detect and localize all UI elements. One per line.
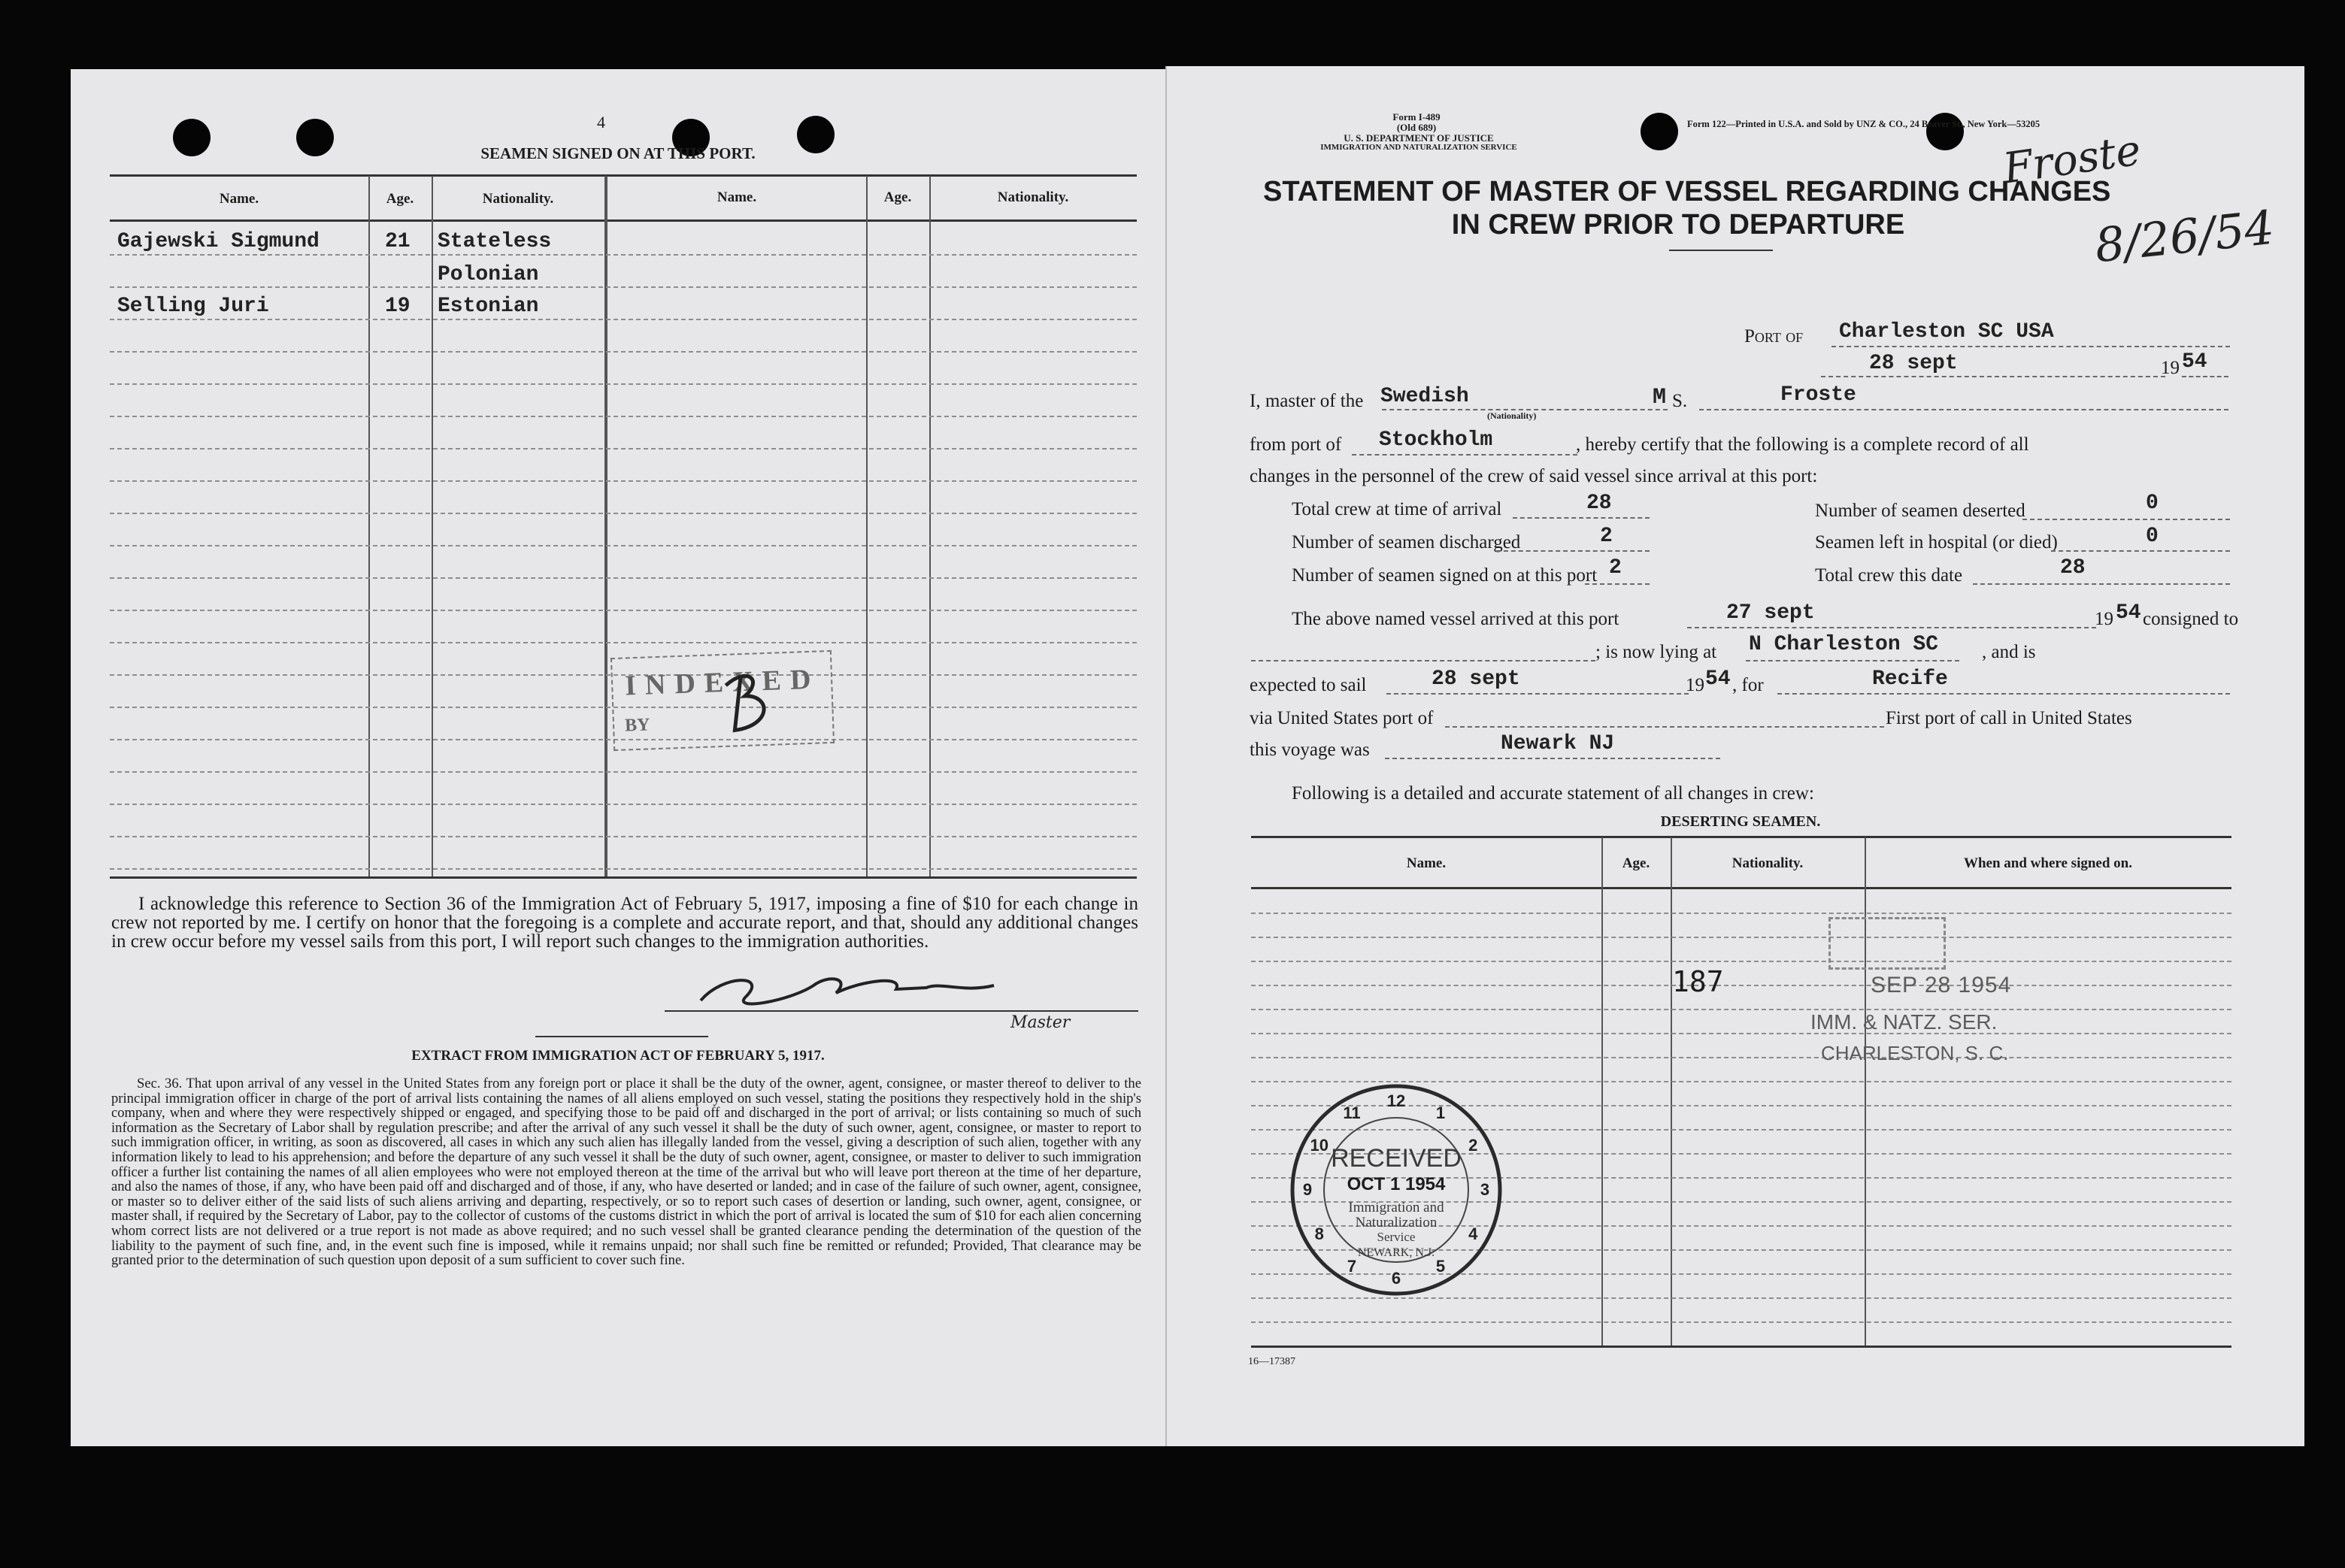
initials-mark xyxy=(710,661,787,738)
page-number: 4 xyxy=(597,113,605,132)
handwritten-date: 8/26/54 xyxy=(2092,199,2277,274)
voyage-label: this voyage was xyxy=(1250,740,1370,760)
printer-note: Form 122—Printed in U.S.A. and Sold by UNZ & CO., 24 Beaver St., New York—53205 xyxy=(1687,119,2041,129)
lying-line xyxy=(1746,660,1959,661)
port-label: Port of xyxy=(1744,326,1804,347)
dial-number: 12 xyxy=(1386,1091,1406,1110)
row-rule xyxy=(1251,1321,2231,1323)
row-rule xyxy=(110,286,1137,288)
lying-value: N Charleston SC xyxy=(1749,633,1939,656)
dial-number: 2 xyxy=(1468,1136,1478,1155)
total-crew-arrival: 28 xyxy=(1586,492,1612,515)
vessel-prefix: M xyxy=(1653,385,1667,410)
stamped-number: 187 xyxy=(1672,965,1724,998)
received-agency-1: Immigration and xyxy=(1348,1200,1444,1215)
row-rule xyxy=(1251,1033,2231,1034)
footer-code: 16—17387 xyxy=(1248,1356,1295,1367)
lying-label: ; is now lying at xyxy=(1595,642,1717,662)
stamp-office-2: CHARLESTON, S. C. xyxy=(1821,1042,2009,1064)
count-line xyxy=(2022,519,2230,520)
row-rule xyxy=(110,319,1137,320)
right-page xyxy=(1165,66,2304,1446)
col-header-name: Name. xyxy=(219,191,259,207)
row-rule xyxy=(110,416,1137,417)
certify-text: , hereby certify that the following is a complete record of all xyxy=(1576,434,2029,455)
dial-number: 9 xyxy=(1302,1180,1313,1199)
received-date: OCT 1 1954 xyxy=(1347,1174,1446,1194)
via-label: via United States port of xyxy=(1250,708,1434,728)
total-crew-arrival-label: Total crew at time of arrival xyxy=(1292,499,1502,519)
from-port-value: Stockholm xyxy=(1379,428,1493,452)
divider-rule xyxy=(535,1036,708,1037)
deserted-count: 0 xyxy=(2146,492,2159,515)
row-rule xyxy=(110,448,1137,450)
dial-number: 8 xyxy=(1314,1224,1324,1243)
handwritten-ship-name: Froste xyxy=(2000,126,2144,194)
arrival-date-line xyxy=(1687,627,2096,628)
hospital-count: 0 xyxy=(2146,525,2159,548)
vessel-line xyxy=(1699,409,2228,410)
signed-on-count: 2 xyxy=(1609,556,1622,580)
signed-on-label: Number of seamen signed on at this port xyxy=(1292,565,1598,586)
col-header-age: Age. xyxy=(386,191,414,207)
expected-year-prefix: 19 xyxy=(1686,675,1704,695)
row-rule xyxy=(1251,1009,2231,1010)
expected-year: 54 xyxy=(1705,667,1731,691)
table-top-rule xyxy=(1251,836,2231,838)
extract-title: EXTRACT FROM IMMIGRATION ACT OF FEBRUARY 5, 1917. xyxy=(411,1048,825,1064)
date-line xyxy=(1821,376,2165,377)
expected-date-line xyxy=(1386,693,1689,695)
nationality-caption: (Nationality) xyxy=(1487,410,1537,421)
destination-line xyxy=(1777,693,2230,695)
master-label: I, master of the xyxy=(1250,391,1364,411)
arrived-year-prefix: 19 xyxy=(2095,609,2113,629)
stamp-frame xyxy=(1828,917,1946,970)
table-bottom-rule xyxy=(1251,1346,2231,1348)
changes-text: changes in the personnel of the crew of said vessel since arrival at this port: xyxy=(1250,466,1818,486)
extract-text: Sec. 36. That upon arrival of any vessel in the United States from any foreign port or place it shall be the duty of the owner, agent, consignee, or master thereof to deliver to the principal immigration officer in charge of the port of arrival lists containing the names of all aliens employed on such vessel, stating the positions they respectively hold in the ship's company, when and where they were respectively shipped or engaged, and specifying those to be paid off and discharged in the port of arrival; or lists containing so much of such information as the Secretary of Labor shall by regulation prescribe; and after the arrival of any such vessel it shall be the duty of such owner, agent, consignee, or master to report to such immigration officer, in writing, as soon as discovered, all cases in which any such alien has illegally landed from the vessel, giving a description of such alien, together with any information likely to lead to his apprehension; and before the departure of any such vessel it shall be the duty of such owner, agent, consignee, or master to deliver to such immigration officer a further list containing the names of all alien employees who were not employed thereon at the time of the arrival but who will leave port thereon at the time of her departure, and also the names of those, if any, who have been paid off and discharged and of those, if any, who have deserted or landed; and in case of the failure of such owner, agent, consignee, or master so to deliver either of the said lists of such aliens arriving and departing, respectively, or so to report such cases of desertion or landing, such owner, agent, consignee, or master shall, if required by the Secretary of Labor, pay to the collector of customs of the customs district in which the port of arrival is located the sum of $10 for each alien concerning whom correct lists are not delivered or a true report is not made as above required; and no such vessel shall be granted clearance pending the determination of the question of the liability to the payment of such fine, and, in the event such fine is imposed, while it remains unpaid; nor shall such fine be remitted or refunded; Provided, That clearance may be granted prior to the determination of such question upon deposit of a sum sufficient to cover such fine. xyxy=(111,1076,1141,1269)
consigned-line xyxy=(1251,660,1595,661)
old-form-number: (Old 689) xyxy=(1396,122,1437,133)
for-label: , for xyxy=(1732,675,1764,695)
deserting-title: DESERTING SEAMEN. xyxy=(1660,813,1821,830)
total-crew-date: 28 xyxy=(2060,556,2086,580)
dial-number: 3 xyxy=(1480,1180,1490,1199)
row-rule xyxy=(110,513,1137,514)
row-rule xyxy=(110,480,1137,482)
table-bottom-rule xyxy=(110,876,1137,879)
row-rule xyxy=(110,545,1137,546)
expected-date: 28 sept xyxy=(1432,667,1520,691)
col-header-nationality: Nationality. xyxy=(482,191,554,207)
via-line xyxy=(1445,726,1884,728)
discharged-count: 2 xyxy=(1600,525,1613,548)
left-page xyxy=(71,69,1165,1446)
destination: Recife xyxy=(1872,667,1948,691)
crew-nationality: Estonian xyxy=(438,295,539,318)
row-rule xyxy=(110,383,1137,385)
and-is-text: , and is xyxy=(1982,642,2036,662)
row-rule xyxy=(1251,913,2231,914)
from-port-line xyxy=(1352,454,1577,456)
year-prefix: 19 xyxy=(2161,358,2180,378)
row-rule xyxy=(110,610,1137,611)
count-line xyxy=(1973,583,2230,585)
first-port-value: Newark NJ xyxy=(1501,732,1615,755)
row-rule xyxy=(1251,961,2231,962)
discharged-label: Number of seamen discharged xyxy=(1292,532,1521,552)
stamp-office-1: IMM. & NATZ. SER. xyxy=(1810,1010,1998,1034)
total-crew-date-label: Total crew this date xyxy=(1815,565,1963,586)
received-agency-3: Service xyxy=(1377,1230,1416,1244)
row-rule xyxy=(1251,985,2231,986)
dial-number: 1 xyxy=(1435,1103,1446,1122)
col-header-nationality-2: Nationality. xyxy=(997,189,1069,205)
row-rule xyxy=(110,254,1137,256)
service: IMMIGRATION AND NATURALIZATION SERVICE xyxy=(1320,143,1517,152)
crew-age: 21 xyxy=(385,230,411,253)
indexed-stamp: INDEXED BY xyxy=(610,650,835,751)
department: U. S. DEPARTMENT OF JUSTICE xyxy=(1344,132,1494,144)
nationality-value: Swedish xyxy=(1380,385,1469,408)
punch-hole xyxy=(1641,113,1678,150)
dial-number: 11 xyxy=(1343,1103,1361,1122)
date-value: 28 sept xyxy=(1869,352,1958,375)
crew-nationality: Polonian xyxy=(438,263,539,286)
table-top-rule xyxy=(110,174,1137,177)
page-title: SEAMEN SIGNED ON AT THIS PORT. xyxy=(480,144,756,162)
table-header-rule xyxy=(1251,887,2231,889)
dial-number: 4 xyxy=(1468,1224,1478,1243)
dial-number: 5 xyxy=(1435,1257,1446,1276)
expected-label: expected to sail xyxy=(1250,675,1367,695)
count-line xyxy=(1513,517,1650,519)
vessel-type: S. xyxy=(1672,391,1688,411)
signature-line xyxy=(665,1010,1138,1012)
from-port-label: from port of xyxy=(1250,434,1342,455)
year-line xyxy=(2182,376,2228,377)
count-line xyxy=(2051,550,2230,552)
crew-age: 19 xyxy=(385,295,411,318)
received-place: NEWARK, N.J. xyxy=(1357,1246,1435,1259)
row-rule xyxy=(1251,1057,2231,1058)
col-header-age: Age. xyxy=(1622,855,1650,871)
port-value: Charleston SC USA xyxy=(1839,320,2054,344)
row-rule xyxy=(110,868,1137,870)
first-port-label: First port of call in United States xyxy=(1886,708,2132,728)
hospital-label: Seamen left in hospital (or died) xyxy=(1815,532,2058,552)
signature-label: Master xyxy=(1010,1013,1071,1032)
arrived-year: 54 xyxy=(2116,601,2141,625)
stamp-date: SEP 28 1954 xyxy=(1871,973,2012,997)
col-header-nationality: Nationality. xyxy=(1731,855,1804,871)
title-underline xyxy=(1669,250,1773,251)
vessel-name: Froste xyxy=(1780,383,1856,407)
form-number: Form I-489 xyxy=(1392,111,1441,123)
row-rule xyxy=(1251,937,2231,938)
count-line xyxy=(1585,583,1650,585)
dial-number: 7 xyxy=(1347,1257,1357,1276)
consigned-label: consigned to xyxy=(2143,609,2239,629)
deserted-label: Number of seamen deserted xyxy=(1815,501,2025,521)
arrived-date: 27 sept xyxy=(1726,601,1815,625)
row-rule xyxy=(110,577,1137,579)
col-header-signed-on: When and where signed on. xyxy=(1963,855,2132,871)
crew-name: Gajewski Sigmund xyxy=(117,230,320,253)
following-text: Following is a detailed and accurate statement of all changes in crew: xyxy=(1292,783,1814,804)
received-label: RECEIVED xyxy=(1331,1144,1462,1173)
year-suffix: 54 xyxy=(2182,350,2207,374)
col-header-name: Name. xyxy=(1406,855,1447,871)
row-rule xyxy=(110,351,1137,353)
port-line xyxy=(1831,346,2230,347)
row-rule xyxy=(110,804,1137,805)
table-header-rule xyxy=(110,219,1137,222)
received-agency-2: Naturalization xyxy=(1355,1215,1438,1230)
form-title-line1: STATEMENT OF MASTER OF VESSEL REGARDING CHANGES xyxy=(1263,176,2111,207)
form-title-line2: IN CREW PRIOR TO DEPARTURE xyxy=(1451,209,1905,241)
row-rule xyxy=(110,771,1137,773)
arrived-label: The above named vessel arrived at this port xyxy=(1292,609,1619,629)
count-line xyxy=(1496,550,1650,552)
dial-number: 10 xyxy=(1310,1136,1329,1155)
col-header-age-2: Age. xyxy=(883,189,912,205)
dial-number: 6 xyxy=(1391,1269,1401,1288)
row-rule xyxy=(110,642,1137,643)
received-stamp xyxy=(1287,1081,1505,1299)
row-rule xyxy=(110,836,1137,837)
crew-nationality: Stateless xyxy=(438,230,552,253)
voyage-line xyxy=(1385,758,1720,759)
col-header-name-2: Name. xyxy=(717,189,757,205)
acknowledgement-text: I acknowledge this reference to Section 36 of the Immigration Act of February 5, 1917, imposing a fine of $10 for each change in crew not reported by me. I certify on honor that the foregoing is a complete and accurate report, and that, should any additional changes in crew occur before my vessel sails from this port, I will report such changes to the immigration authorities. xyxy=(111,894,1138,952)
crew-name: Selling Juri xyxy=(117,295,269,318)
